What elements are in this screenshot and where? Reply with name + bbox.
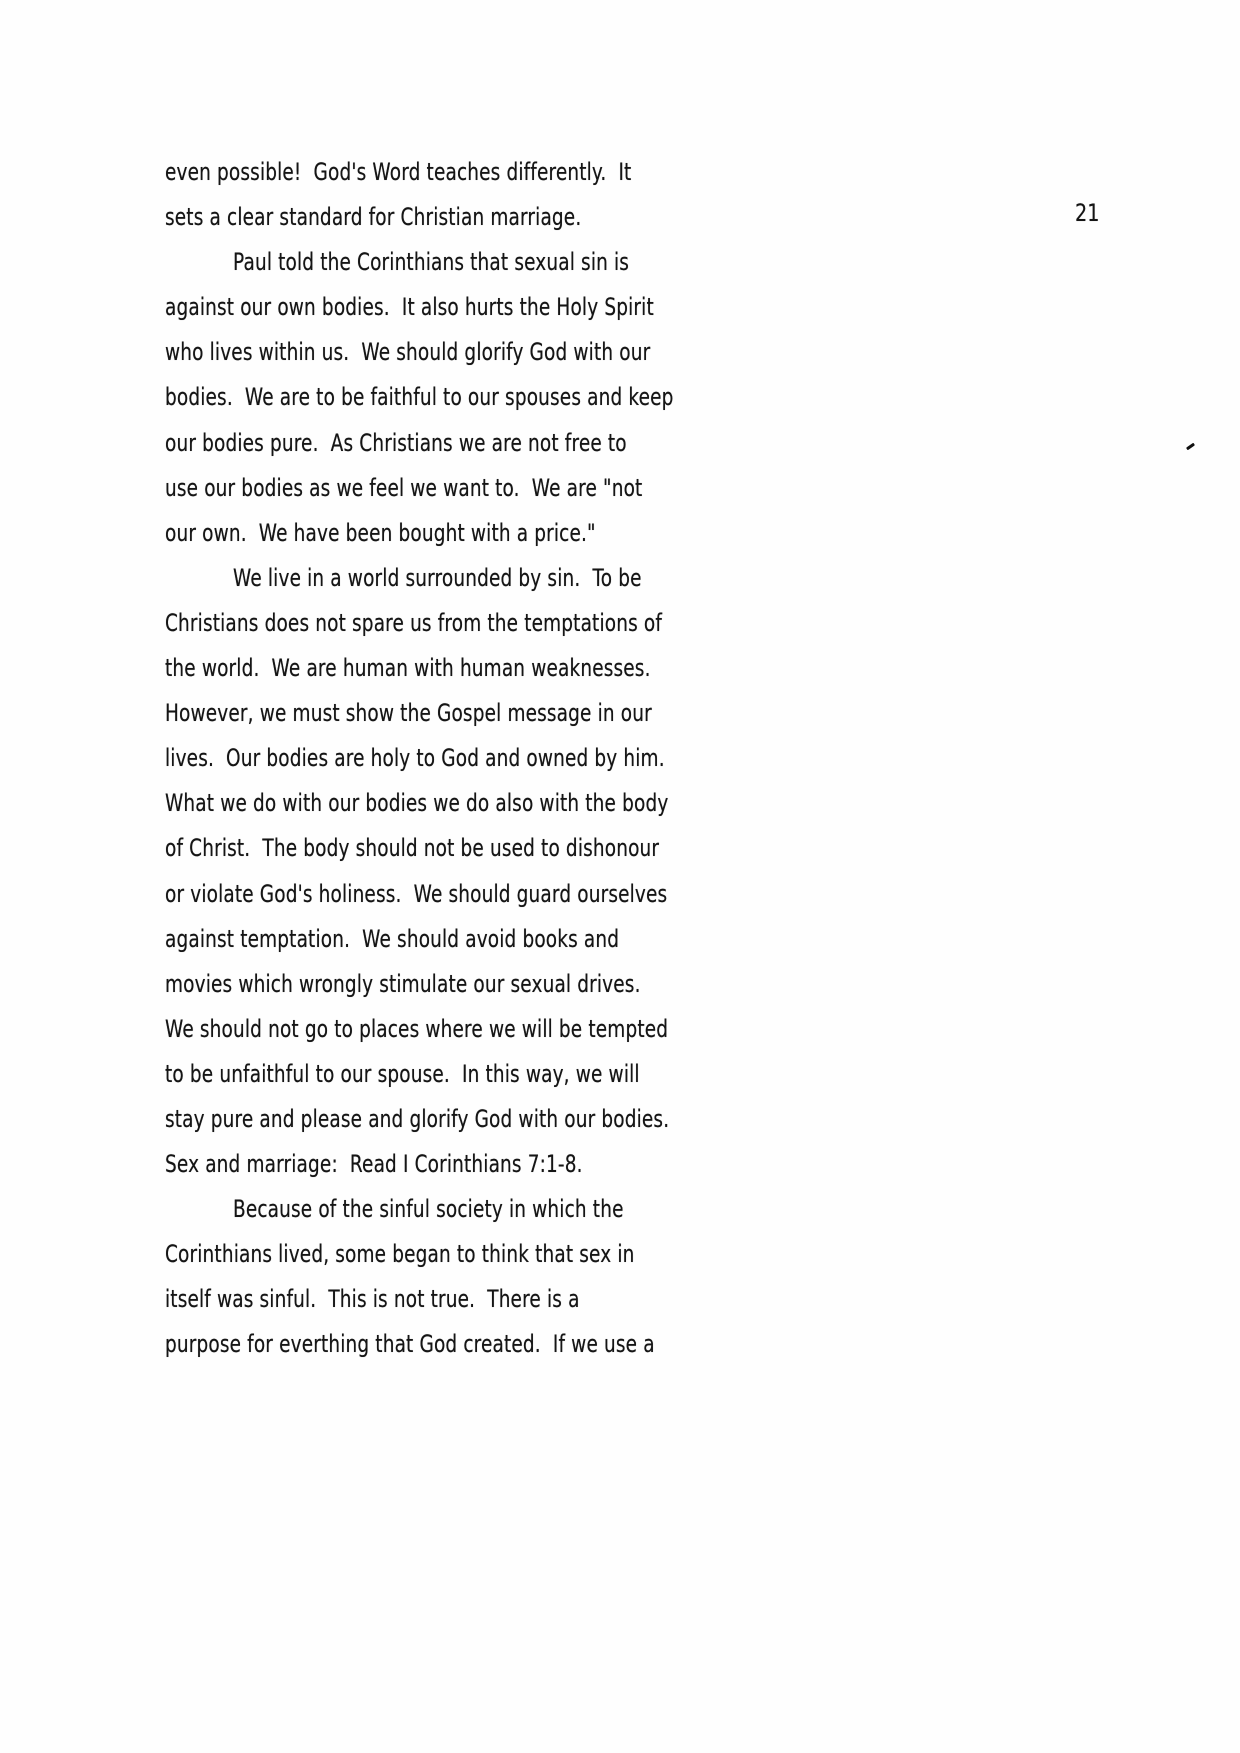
- paragraph: [165, 1187, 845, 1367]
- text-line: We live in a world surrounded by sin. To be: [233, 563, 642, 592]
- text-line: our own. We have been bought with a price.": [165, 518, 596, 547]
- text-line: Corinthians lived, some began to think that sex in: [165, 1240, 635, 1269]
- text-line: of Christ. The body should not be used to dishonour: [165, 834, 660, 863]
- text-line: our bodies pure. As Christians we are not free to: [165, 428, 627, 457]
- text-line: stay pure and please and glorify God with our bodies.: [165, 1104, 670, 1133]
- text-line: Because of the sinful society in which the: [233, 1195, 624, 1224]
- text-line: purpose for everthing that God created. If we use a: [165, 1330, 655, 1359]
- text-line: However, we must show the Gospel message in our: [165, 699, 652, 728]
- paragraph: [165, 150, 845, 240]
- text-line: bodies. We are to be faithful to our spouses and keep: [165, 383, 674, 412]
- text-line: the world. We are human with human weaknesses.: [165, 654, 651, 683]
- page-number-text: 21: [1074, 199, 1099, 227]
- text-line: sets a clear standard for Christian marriage.: [165, 203, 582, 232]
- text-line: who lives within us. We should glorify God with our: [165, 338, 651, 367]
- paragraph: [165, 240, 845, 556]
- text-line: Paul told the Corinthians that sexual sin is: [233, 248, 630, 277]
- text-line: against temptation. We should avoid books and: [165, 924, 620, 953]
- text-line: or violate God's holiness. We should guard ourselves: [165, 879, 668, 908]
- text-line: lives. Our bodies are holy to God and owned by him.: [165, 744, 665, 773]
- text-line: against our own bodies. It also hurts the Holy Spirit: [165, 293, 654, 322]
- text-line: even possible! God's Word teaches differently. It: [165, 158, 632, 186]
- text-line: Sex and marriage: Read I Corinthians 7:1-8.: [165, 1150, 583, 1179]
- text-line: use our bodies as we feel we want to. We are "not: [165, 473, 643, 502]
- text-line: movies which wrongly stimulate our sexual drives.: [165, 969, 641, 998]
- body-text: [165, 150, 845, 1368]
- text-line: itself was sinful. This is not true. There is a: [165, 1285, 580, 1314]
- page-number: [1044, 146, 1105, 281]
- text-line: to be unfaithful to our spouse. In this way, we will: [165, 1059, 640, 1088]
- text-line: What we do with our bodies we do also with the body: [165, 789, 669, 818]
- text-line: Christians does not spare us from the temptations of: [165, 608, 662, 637]
- text-line: We should not go to places where we will be tempted: [165, 1014, 669, 1043]
- paragraph: [165, 556, 845, 1187]
- ink-speck: [1186, 443, 1195, 451]
